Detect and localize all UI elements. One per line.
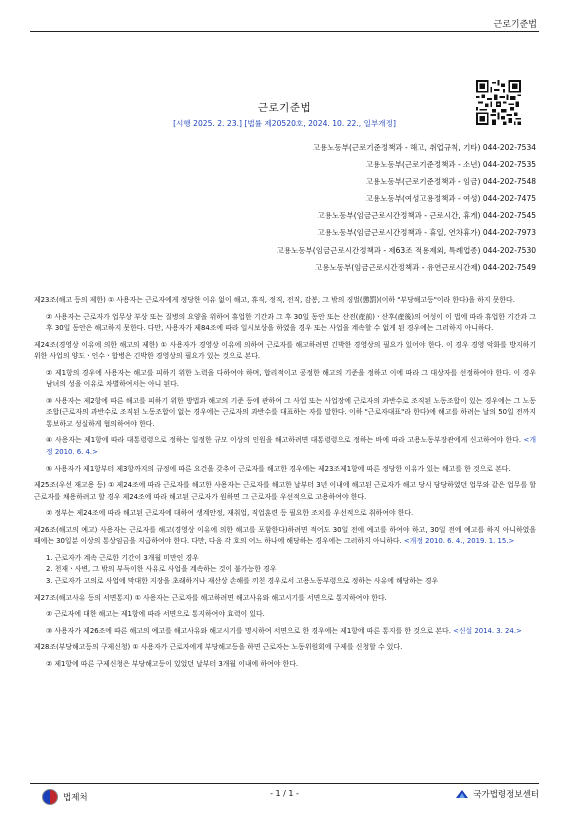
article-23-para-2: ② 사용자는 근로자가 업무상 부상 또는 질병의 요양을 위하여 휴업한 기간과 그 후 30일 동안 또는 산전(産前)ㆍ산후(産後)의 여성이 이 법에 따라 휴업한 기간과 그 후 30일 동안은 해고하지 못한다. 다만, 사용자가 제84조에 따라 일시보상을 하였을 경우 또는 사업을 계속할 수 없게 된 경우에는 그러하지 아니하다. [46,312,536,333]
article-26-main [34,525,536,548]
article-24-para-4 [34,435,536,458]
para-text: 제26조(해고의 예고) 사용자는 근로자를 해고(경영상 이유에 의한 해고를 포함한다)하려면 적어도 30일 전에 예고를 하여야 하고, 30일 전에 예고를 하지 아니하였을 때에는 30일분 이상의 통상임금을 지급하여야 한다. 다만, 다음 각 호의 어느 하나에 해당하는 경우에는 그러하지 아니하다. [34,525,536,546]
page-title: 근로기준법 [257,102,312,114]
source-name: 국가법령정보센터 [473,790,539,800]
law-center-logo-icon [455,788,469,800]
revision-note: <개정 2010. 6. 4., 2019. 1. 15.> [403,537,515,546]
article-24-para-5: ⑤ 사용자가 제1항부터 제3항까지의 규정에 따른 요건을 갖추어 근로자를 해고한 경우에는 제23조제1항에 따른 정당한 이유가 있는 해고를 한 것으로 본다. [46,464,511,473]
contact-line: 고용노동부(임금근로시간정책과 - 휴일, 연차휴가) 044-202-7973 [317,228,536,238]
ministry-contacts [277,139,536,276]
article-26-item-3: 3. 근로자가 고의로 사업에 막대한 지장을 초래하거나 재산상 손해를 끼친 경우로서 고용노동부령으로 정하는 사유에 해당하는 경우 [46,576,439,585]
contact-line: 고용노동부(임금근로시간정책과 - 제63조 적용제외, 특례업종) 044-202-7530 [276,245,536,255]
article-25-para-2: ② 정부는 제24조에 따라 해고된 근로자에 대하여 생계안정, 재취업, 직업훈련 등 필요한 조치를 우선적으로 취하여야 한다. [46,509,414,518]
article-27-para-2: ② 근로자에 대한 해고는 제1항에 따라 서면으로 통지하여야 효력이 있다. [46,610,265,619]
article-28-para-1: 제28조(부당해고등의 구제신청) ① 사용자가 근로자에게 부당해고등을 하면 근로자는 노동위원회에 구제를 신청할 수 있다. [34,643,403,652]
footer-divider [30,783,539,784]
para-text: ④ 사용자는 제1항에 따라 대통령령으로 정하는 일정한 규모 이상의 인원을 해고하려면 대통령령으로 정하는 바에 따라 고용노동부장관에게 신고하여야 한다. [46,436,522,445]
revision-note: <신설 2014. 3. 24.> [453,626,522,635]
header-law-name: 근로기준법 [493,20,537,30]
contact-line: 고용노동부(근로기준정책과 - 소년) 044-202-7535 [365,160,536,170]
contact-line: 고용노동부(근로기준정책과 - 해고, 취업규칙, 기타) 044-202-7534 [312,143,536,152]
page-number: - 1 / 1 - [270,789,299,798]
article-26-item-2: 2. 천재ㆍ사변, 그 밖의 부득이한 사유로 사업을 계속하는 것이 불가능한 경우 [46,565,277,574]
enforcement-info: [시행 2025. 2. 23.] [법률 제20520호, 2024. 10. 22., 일부개정] [173,119,396,128]
article-27-para-3 [34,626,536,638]
article-26-item-1: 1. 근로자가 계속 근로한 기간이 3개월 미만인 경우 [46,553,199,562]
article-24-para-2: ② 제1항의 경우에 사용자는 해고를 피하기 위한 노력을 다하여야 하며, 합리적이고 공정한 해고의 기준을 정하고 이에 따라 그 대상자를 선정하여야 한다. 이 경우 남녀의 성을 이유로 차별하여서는 아니 된다. [46,368,536,389]
article-24-para-1: 제24조(경영상 이유에 의한 해고의 제한) ① 사용자가 경영상 이유에 의하여 근로자를 해고하려면 긴박한 경영상의 필요가 있어야 한다. 이 경우 경영 악화를 방지하기 위한 사업의 양도ㆍ인수ㆍ합병은 긴박한 경영상의 필요가 있는 것으로 본다. [34,340,536,361]
publisher-name: 법제처 [63,793,88,803]
law-body [34,295,536,676]
footer-source [455,788,539,800]
para-text: ③ 사용자가 제26조에 따른 해고의 예고를 해고사유와 해고시기를 명시하여 서면으로 한 경우에는 제1항에 따른 통지를 한 것으로 본다. [46,626,451,635]
contact-line: 고용노동부(임금근로시간정책과 - 근로시간, 휴게) 044-202-7545 [317,211,536,221]
header-divider [30,31,539,32]
revision-note: <개정 2010. 6. 4.> [46,436,536,456]
article-27-para-1: 제27조(해고사유 등의 서면통지) ① 사용자는 근로자를 해고하려면 해고사유와 해고시기를 서면으로 통지하여야 한다. [34,593,387,602]
contact-line: 고용노동부(임금근로시간정책과 - 유연근로시간제) 044-202-7549 [315,262,536,272]
article-28-para-2: ② 제1항에 따른 구제신청은 부당해고등이 있었던 날부터 3개월 이내에 하여야 한다. [46,659,299,668]
contact-line: 고용노동부(근로기준정책과 - 임금) 044-202-7548 [365,177,536,187]
contact-line: 고용노동부(여성고용정책과 - 여성) 044-202-7475 [365,194,536,204]
article-25-para-1: 제25조(우선 재고용 등) ① 제24조에 따라 근로자를 해고한 사용자는 근로자를 해고한 날부터 3년 이내에 해고된 근로자가 해고 당시 담당하였던 업무와 같은 업무를 할 근로자를 채용하려고 할 경우 제24조에 따라 해고된 근로자가 원하면 그 근로자를 우선적으로 고용하여야 한다. [34,481,536,501]
article-23-para-1: 제23조(해고 등의 제한) ① 사용자는 근로자에게 정당한 이유 없이 해고, 휴직, 정직, 전직, 감봉, 그 밖의 징벌(懲罰)(이하 "부당해고등"이라 한다)을 하지 못한다. [34,296,515,304]
article-24-para-3: ③ 사용자는 제2항에 따른 해고를 피하기 위한 방법과 해고의 기준 등에 관하여 그 사업 또는 사업장에 근로자의 과반수로 조직된 노동조합이 있는 경우에는 그 노동조합(근로자의 과반수로 조직된 노동조합이 없는 경우에는 근로자의 과반수를 대표하는 자를 말한다. 이하 "근로자대표"라 한다)에 해고를 하려는 날의 50일 전까지 통보하고 성실하게 협의하여야 한다. [46,396,536,428]
